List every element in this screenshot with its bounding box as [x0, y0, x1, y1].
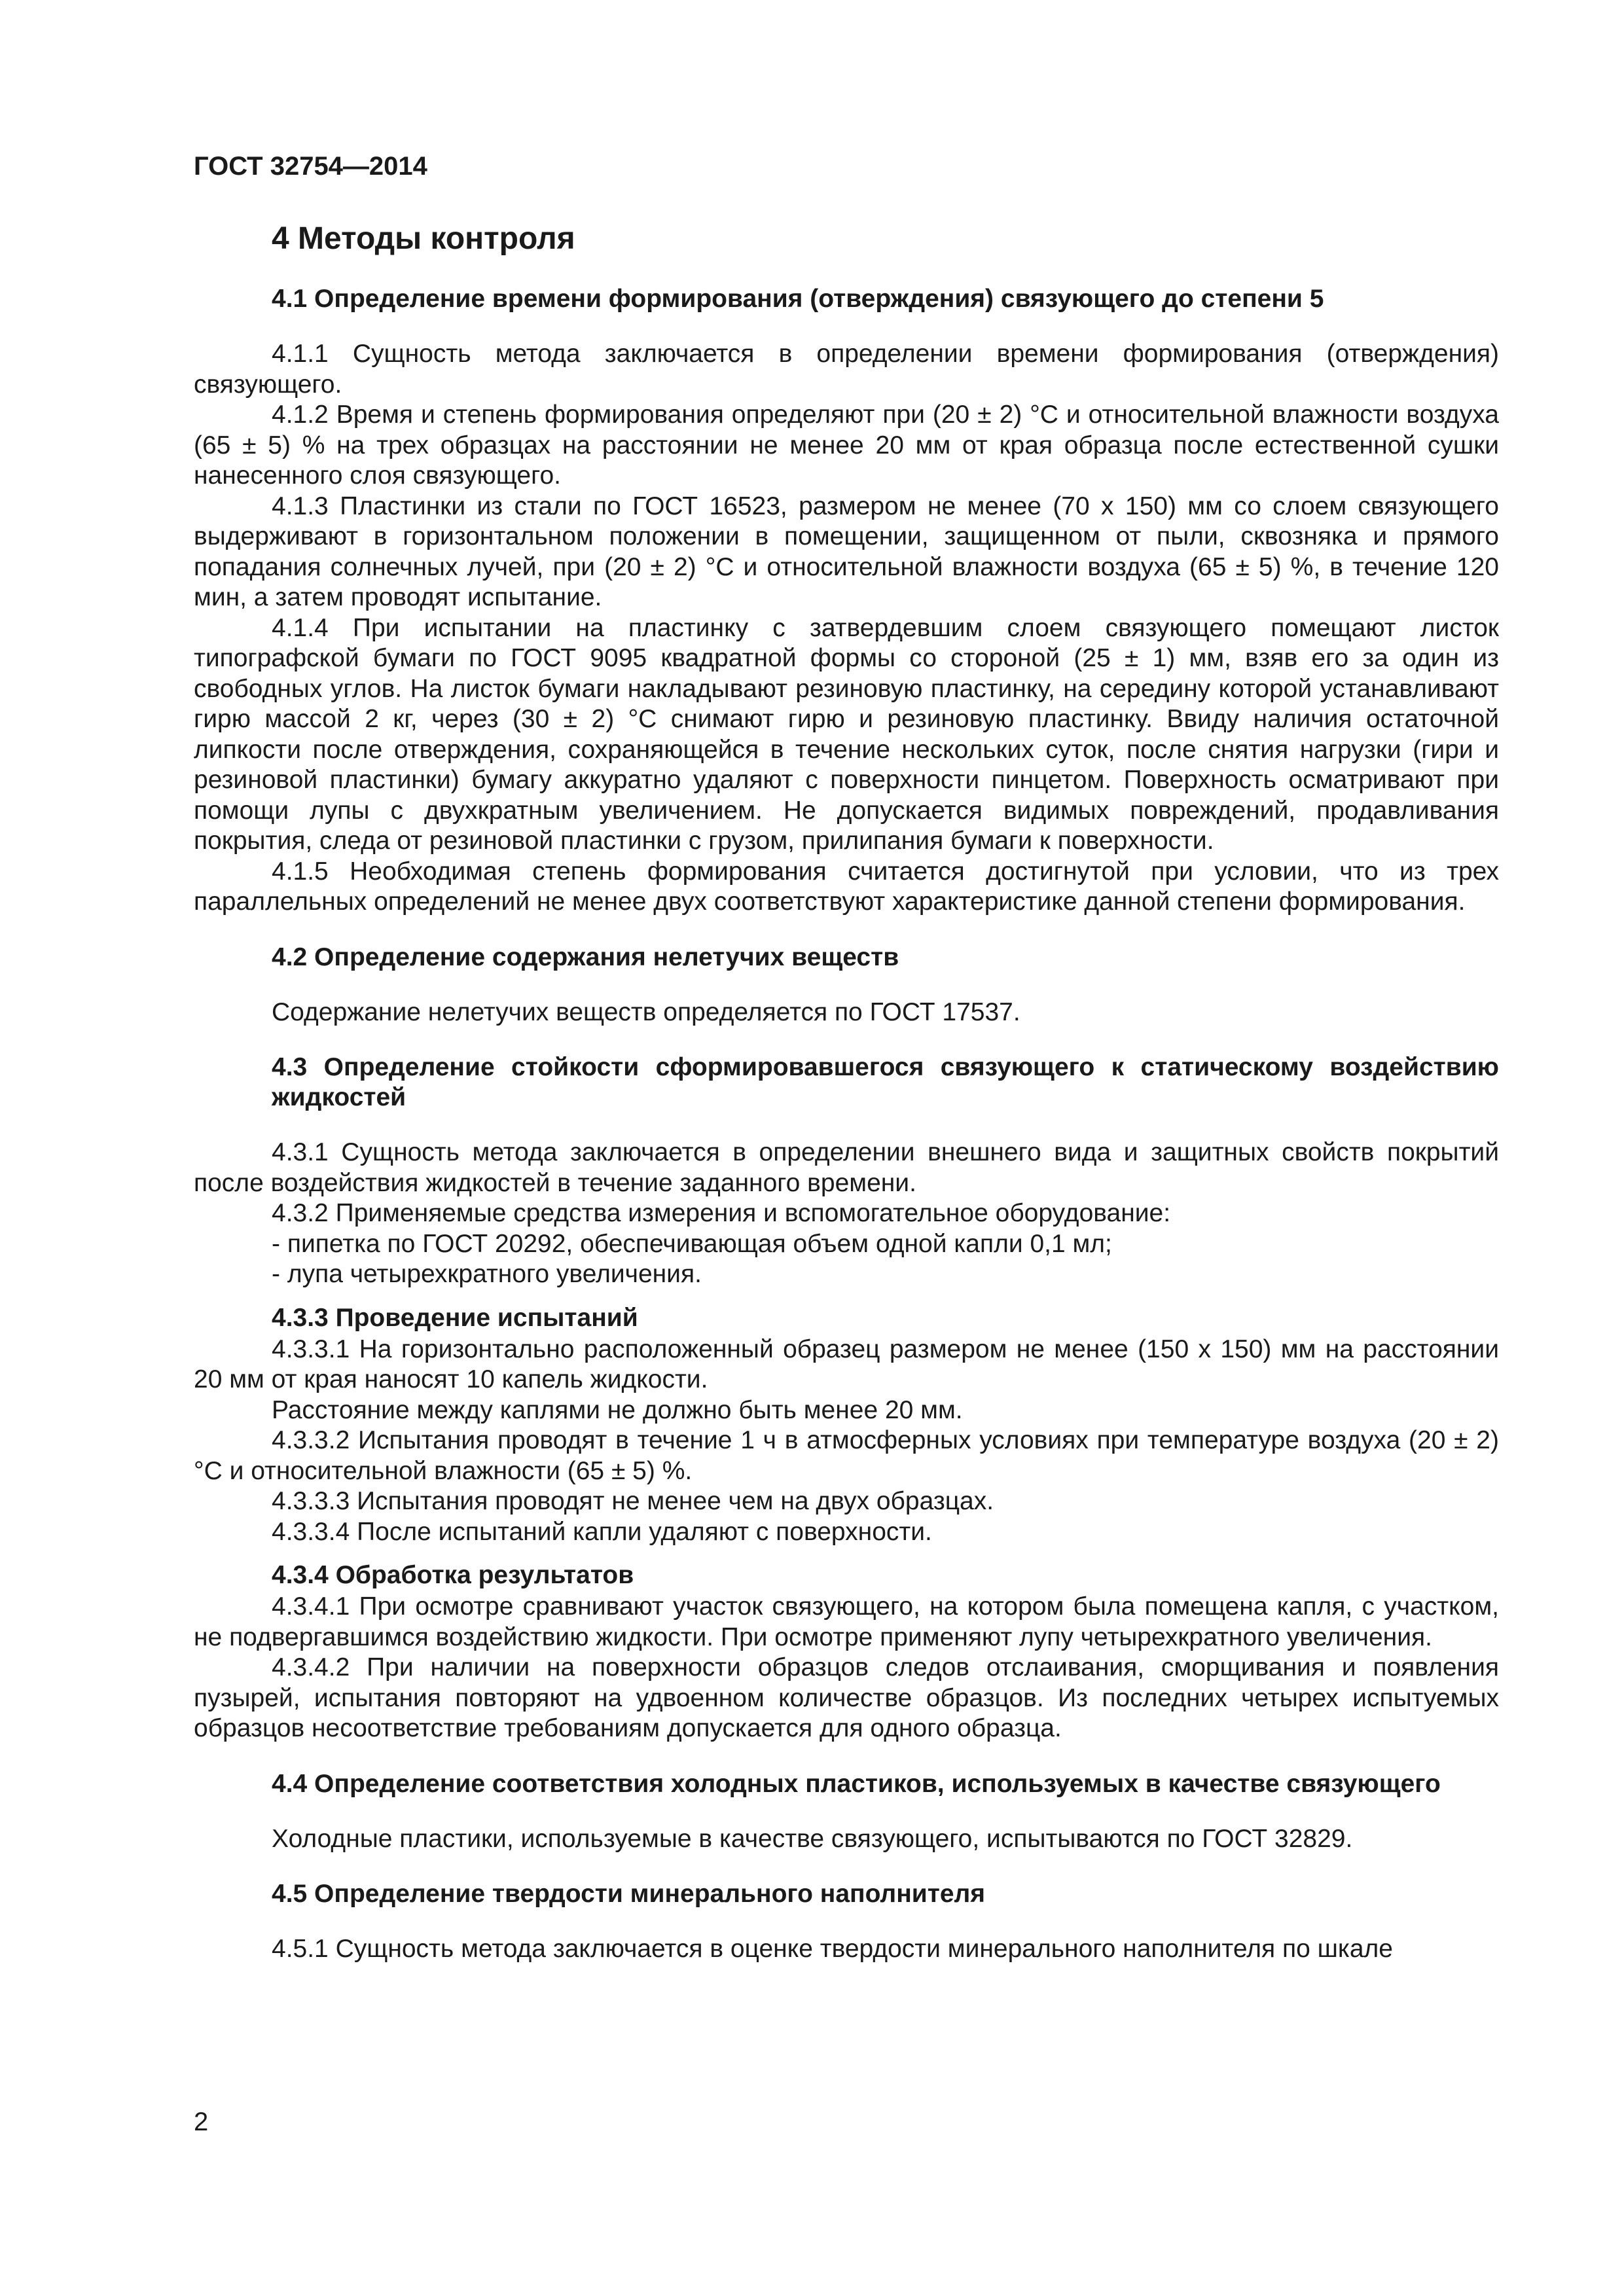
paragraph-4-3-1: 4.3.1 Сущность метода заключается в определении внешнего вида и защитных свойств покрытий после воздействия жидкостей в течение заданного времени. [194, 1138, 1499, 1197]
paragraph-4-1-3: 4.1.3 Пластинки из стали по ГОСТ 16523, размером не менее (70 х 150) мм со слоем связующего выдерживают в горизонтальном положении в помещении, защищенном от пыли, сквозняка и прямого попадания солнечных лучей, при (20 ± 2) °С и относительной влажности воздуха (65 ± 5) %, в течение 120 мин, а затем проводят испытание. [194, 492, 1499, 611]
list-item-magnifier: - лупа четырехкратного увеличения. [272, 1260, 702, 1288]
subsection-4-2-title: 4.2 Определение содержания нелетучих веществ [272, 942, 899, 971]
paragraph-4-1-4: 4.1.4 При испытании на пластинку с затвердевшим слоем связующего помещают листок типографской бумаги по ГОСТ 9095 квадратной формы со стороной (25 ± 1) мм, взяв его за один из свободных углов. На листок бумаги накладывают резиновую пластинку, на середину которой устанавливают гирю массой 2 кг, через (30 ± 2) °С снимают гирю и резиновую пластинку. Ввиду наличия остаточной липкости после отверждения, сохраняющейся в течение нескольких суток, после снятия нагрузки (гири и резиновой пластинки) бумагу аккуратно удаляют с поверхности пинцетом. Поверхность осматривают при помощи лупы с двухкратным увеличением. Не допускается видимых повреждений, продавливания покрытия, следа от резиновой пластинки с грузом, прилипания бумаги к поверхности. [194, 613, 1499, 855]
list-item-pipette: - пипетка по ГОСТ 20292, обеспечивающая объем одной капли 0,1 мл; [272, 1229, 1112, 1258]
subsection-4-3-4-title: 4.3.4 Обработка результатов [272, 1561, 634, 1589]
paragraph-4-3-3-2: 4.3.3.2 Испытания проводят в течение 1 ч в атмосферных условиях при температуре воздуха (20 ± 2) °С и относительной влажности (65 ± 5) %. [194, 1426, 1499, 1485]
subsection-4-1-title: 4.1 Определение времени формирования (отверждения) связующего до степени 5 [272, 285, 1324, 313]
section-title: 4 Методы контроля [272, 221, 575, 256]
paragraph-4-3-3-3: 4.3.3.3 Испытания проводят не менее чем на двух образцах. [272, 1487, 994, 1515]
page-number: 2 [194, 2108, 209, 2136]
paragraph-4-4: Холодные пластики, используемые в качестве связующего, испытываются по ГОСТ 32829. [272, 1824, 1353, 1853]
paragraph-4-5-1: 4.5.1 Сущность метода заключается в оценке твердости минерального наполнителя по шкале [272, 1935, 1393, 1963]
subsection-4-4-title: 4.4 Определение соответствия холодных пластиков, используемых в качестве связующего [272, 1769, 1441, 1798]
paragraph-4-3-4-1: 4.3.4.1 При осмотре сравнивают участок связующего, на котором была помещена капля, с участком, не подвергавшимся воздействию жидкости. При осмотре применяют лупу четырехкратного увеличения. [194, 1592, 1499, 1651]
paragraph-4-2: Содержание нелетучих веществ определяется по ГОСТ 17537. [272, 997, 1020, 1026]
paragraph-4-3-4-2: 4.3.4.2 При наличии на поверхности образцов следов отслаивания, сморщивания и появления пузырей, испытания повторяют на удвоенном количестве образцов. Из последних четырех испытуемых образцов несоответствие требованиям допускается для одного образца. [194, 1653, 1499, 1742]
paragraph-4-3-3-1: 4.3.3.1 На горизонтально расположенный образец размером не менее (150 х 150) мм на расстоянии 20 мм от края наносят 10 капель жидкости. [194, 1335, 1499, 1393]
paragraph-4-3-3-4: 4.3.3.4 После испытаний капли удаляют с поверхности. [272, 1517, 932, 1546]
subsection-4-5-title: 4.5 Определение твердости минерального наполнителя [272, 1880, 986, 1908]
paragraph-4-1-2: 4.1.2 Время и степень формирования определяют при (20 ± 2) °С и относительной влажности воздуха (65 ± 5) % на трех образцах на расстоянии не менее 20 мм от края образца после естественной сушки нанесенного слоя связующего. [194, 401, 1499, 490]
document-code: ГОСТ 32754—2014 [194, 152, 427, 181]
paragraph-4-1-1: 4.1.1 Сущность метода заключается в определении времени формирования (отверждения) связующего. [194, 340, 1499, 399]
document-page [194, 151, 1499, 1965]
subsection-4-3-3-title: 4.3.3 Проведение испытаний [272, 1303, 638, 1332]
subsection-4-3-title: 4.3 Определение стойкости сформировавшегося связующего к статическому воздействию жидкостей [272, 1053, 1499, 1111]
paragraph-4-1-5: 4.1.5 Необходимая степень формирования считается достигнутой при условии, что из трех параллельных определений не менее двух соответствуют характеристике данной степени формирования. [194, 857, 1499, 916]
paragraph-4-3-3-1-b: Расстояние между каплями не должно быть менее 20 мм. [272, 1395, 963, 1424]
paragraph-4-3-2: 4.3.2 Применяемые средства измерения и вспомогательное оборудование: [272, 1199, 1171, 1227]
